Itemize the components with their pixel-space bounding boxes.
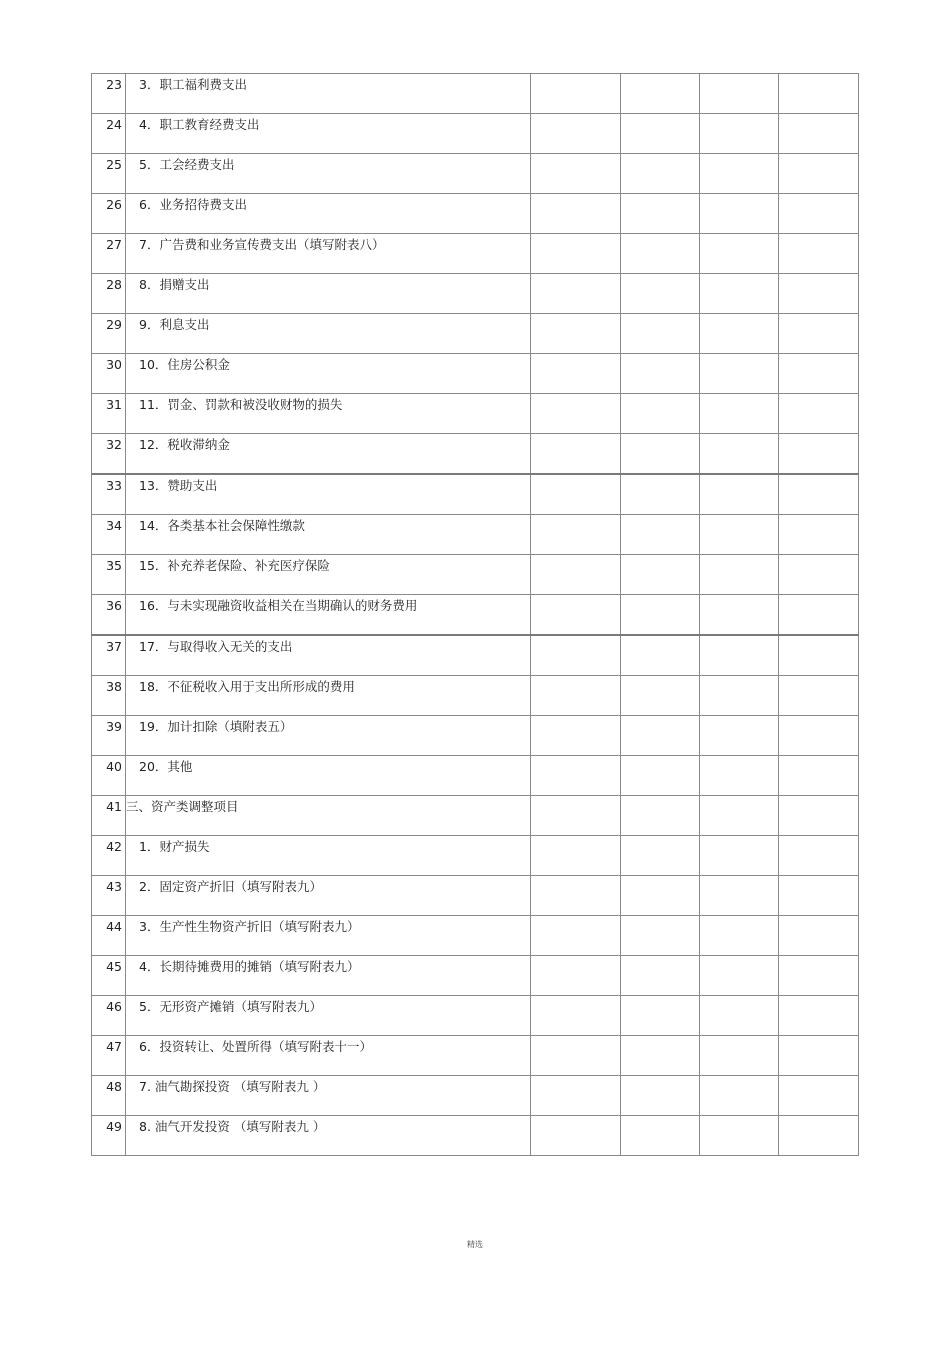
- amount-cell[interactable]: [779, 676, 859, 716]
- amount-cell[interactable]: [700, 796, 779, 836]
- row-number: 45: [92, 956, 126, 996]
- row-label: 10．住房公积金: [126, 354, 531, 394]
- row-number: 33: [92, 474, 126, 515]
- amount-cell[interactable]: [531, 154, 621, 194]
- amount-cell[interactable]: [531, 394, 621, 434]
- row-label: 11．罚金、罚款和被没收财物的损失: [126, 394, 531, 434]
- adjustment-items-table: [91, 73, 859, 1156]
- row-number: 37: [92, 635, 126, 676]
- amount-cell[interactable]: [531, 434, 621, 475]
- row-number: 49: [92, 1116, 126, 1156]
- table-row: [92, 434, 859, 475]
- row-label: 1．财产损失: [126, 836, 531, 876]
- amount-cell[interactable]: [779, 876, 859, 916]
- amount-cell[interactable]: [621, 555, 700, 595]
- amount-cell[interactable]: [700, 956, 779, 996]
- table-row: [92, 635, 859, 676]
- amount-cell[interactable]: [779, 555, 859, 595]
- table-row: [92, 916, 859, 956]
- amount-cell[interactable]: [700, 876, 779, 916]
- row-number: 40: [92, 756, 126, 796]
- amount-cell[interactable]: [779, 716, 859, 756]
- amount-cell[interactable]: [700, 194, 779, 234]
- amount-cell[interactable]: [621, 74, 700, 114]
- table-row: [92, 1076, 859, 1116]
- row-label: 8．捐赠支出: [126, 274, 531, 314]
- amount-cell[interactable]: [700, 555, 779, 595]
- amount-cell[interactable]: [621, 394, 700, 434]
- amount-cell[interactable]: [700, 676, 779, 716]
- row-label: 3．职工福利费支出: [126, 74, 531, 114]
- table-row: [92, 595, 859, 636]
- amount-cell[interactable]: [621, 515, 700, 555]
- amount-cell[interactable]: [779, 194, 859, 234]
- amount-cell[interactable]: [700, 635, 779, 676]
- table-row: [92, 1036, 859, 1076]
- table-row: [92, 1116, 859, 1156]
- table-row: [92, 154, 859, 194]
- amount-cell[interactable]: [531, 354, 621, 394]
- row-number: 36: [92, 595, 126, 636]
- table-row: [92, 74, 859, 114]
- amount-cell[interactable]: [700, 74, 779, 114]
- row-number: 32: [92, 434, 126, 475]
- amount-cell[interactable]: [779, 394, 859, 434]
- amount-cell[interactable]: [531, 635, 621, 676]
- table-row: [92, 756, 859, 796]
- row-label: 19．加计扣除（填附表五）: [126, 716, 531, 756]
- amount-cell[interactable]: [531, 1076, 621, 1116]
- amount-cell[interactable]: [700, 1116, 779, 1156]
- amount-cell[interactable]: [531, 234, 621, 274]
- amount-cell[interactable]: [621, 635, 700, 676]
- amount-cell[interactable]: [621, 1116, 700, 1156]
- amount-cell[interactable]: [621, 1076, 700, 1116]
- row-number: 23: [92, 74, 126, 114]
- amount-cell[interactable]: [779, 635, 859, 676]
- row-label: 8. 油气开发投资 （填写附表九 ）: [126, 1116, 531, 1156]
- amount-cell[interactable]: [700, 314, 779, 354]
- row-number: 43: [92, 876, 126, 916]
- amount-cell[interactable]: [531, 956, 621, 996]
- amount-cell[interactable]: [779, 916, 859, 956]
- table-row: [92, 716, 859, 756]
- amount-cell[interactable]: [621, 234, 700, 274]
- amount-cell[interactable]: [621, 1036, 700, 1076]
- amount-cell[interactable]: [621, 876, 700, 916]
- amount-cell[interactable]: [531, 595, 621, 636]
- row-number: 26: [92, 194, 126, 234]
- amount-cell[interactable]: [779, 836, 859, 876]
- row-label: 3．生产性生物资产折旧（填写附表九）: [126, 916, 531, 956]
- amount-cell[interactable]: [779, 274, 859, 314]
- amount-cell[interactable]: [779, 796, 859, 836]
- row-label: 13．赞助支出: [126, 474, 531, 515]
- amount-cell[interactable]: [621, 956, 700, 996]
- amount-cell[interactable]: [700, 595, 779, 636]
- amount-cell[interactable]: [531, 676, 621, 716]
- row-number: 31: [92, 394, 126, 434]
- row-number: 46: [92, 996, 126, 1036]
- amount-cell[interactable]: [621, 716, 700, 756]
- row-label: 4．职工教育经费支出: [126, 114, 531, 154]
- amount-cell[interactable]: [621, 474, 700, 515]
- row-number: 35: [92, 555, 126, 595]
- amount-cell[interactable]: [779, 114, 859, 154]
- table-row: [92, 836, 859, 876]
- amount-cell[interactable]: [700, 434, 779, 475]
- row-number: 44: [92, 916, 126, 956]
- amount-cell[interactable]: [531, 274, 621, 314]
- row-label: 7．广告费和业务宣传费支出（填写附表八）: [126, 234, 531, 274]
- amount-cell[interactable]: [700, 274, 779, 314]
- amount-cell[interactable]: [700, 1036, 779, 1076]
- row-label: 15．补充养老保险、补充医疗保险: [126, 555, 531, 595]
- amount-cell[interactable]: [779, 354, 859, 394]
- table-row: [92, 314, 859, 354]
- row-number: 30: [92, 354, 126, 394]
- amount-cell[interactable]: [531, 996, 621, 1036]
- amount-cell[interactable]: [531, 314, 621, 354]
- row-label: 2．固定资产折旧（填写附表九）: [126, 876, 531, 916]
- table-row: [92, 676, 859, 716]
- row-label: 4．长期待摊费用的摊销（填写附表九）: [126, 956, 531, 996]
- table-row: [92, 114, 859, 154]
- table-row: [92, 394, 859, 434]
- amount-cell[interactable]: [700, 354, 779, 394]
- amount-cell[interactable]: [779, 1076, 859, 1116]
- amount-cell[interactable]: [531, 555, 621, 595]
- amount-cell[interactable]: [779, 434, 859, 475]
- amount-cell[interactable]: [531, 474, 621, 515]
- table-row: [92, 354, 859, 394]
- amount-cell[interactable]: [779, 756, 859, 796]
- amount-cell[interactable]: [531, 1116, 621, 1156]
- amount-cell[interactable]: [621, 274, 700, 314]
- row-label: 12．税收滞纳金: [126, 434, 531, 475]
- amount-cell[interactable]: [700, 394, 779, 434]
- amount-cell[interactable]: [779, 956, 859, 996]
- footer-text: 精选: [467, 1240, 483, 1249]
- amount-cell[interactable]: [621, 676, 700, 716]
- row-label: 9．利息支出: [126, 314, 531, 354]
- row-number: 39: [92, 716, 126, 756]
- amount-cell[interactable]: [700, 234, 779, 274]
- amount-cell[interactable]: [531, 515, 621, 555]
- amount-cell[interactable]: [531, 194, 621, 234]
- amount-cell[interactable]: [531, 796, 621, 836]
- amount-cell[interactable]: [531, 916, 621, 956]
- table-row: [92, 956, 859, 996]
- table-row: [92, 796, 859, 836]
- amount-cell[interactable]: [531, 1036, 621, 1076]
- row-label: 14．各类基本社会保障性缴款: [126, 515, 531, 555]
- row-number: 27: [92, 234, 126, 274]
- table-row: [92, 234, 859, 274]
- amount-cell[interactable]: [779, 996, 859, 1036]
- row-label: 三、资产类调整项目: [126, 796, 531, 836]
- row-label: 16．与未实现融资收益相关在当期确认的财务费用: [126, 595, 531, 636]
- amount-cell[interactable]: [531, 114, 621, 154]
- table-row: [92, 515, 859, 555]
- table-row: [92, 474, 859, 515]
- amount-cell[interactable]: [700, 996, 779, 1036]
- row-number: 24: [92, 114, 126, 154]
- amount-cell[interactable]: [700, 716, 779, 756]
- amount-cell[interactable]: [700, 114, 779, 154]
- table-row: [92, 555, 859, 595]
- row-number: 34: [92, 515, 126, 555]
- amount-cell[interactable]: [621, 996, 700, 1036]
- amount-cell[interactable]: [779, 1116, 859, 1156]
- amount-cell[interactable]: [700, 836, 779, 876]
- amount-cell[interactable]: [531, 716, 621, 756]
- row-number: 38: [92, 676, 126, 716]
- row-number: 42: [92, 836, 126, 876]
- row-label: 7. 油气勘探投资 （填写附表九 ）: [126, 1076, 531, 1116]
- row-number: 41: [92, 796, 126, 836]
- amount-cell[interactable]: [621, 916, 700, 956]
- table-row: [92, 194, 859, 234]
- row-label: 6．投资转让、处置所得（填写附表十一）: [126, 1036, 531, 1076]
- amount-cell[interactable]: [621, 194, 700, 234]
- row-number: 29: [92, 314, 126, 354]
- amount-cell[interactable]: [700, 474, 779, 515]
- amount-cell[interactable]: [621, 756, 700, 796]
- amount-cell[interactable]: [779, 234, 859, 274]
- table-row: [92, 876, 859, 916]
- amount-cell[interactable]: [779, 595, 859, 636]
- amount-cell[interactable]: [700, 515, 779, 555]
- row-label: 5．工会经费支出: [126, 154, 531, 194]
- amount-cell[interactable]: [621, 314, 700, 354]
- amount-cell[interactable]: [621, 154, 700, 194]
- amount-cell[interactable]: [621, 796, 700, 836]
- amount-cell[interactable]: [779, 515, 859, 555]
- amount-cell[interactable]: [700, 916, 779, 956]
- row-number: 47: [92, 1036, 126, 1076]
- amount-cell[interactable]: [779, 474, 859, 515]
- amount-cell[interactable]: [700, 1076, 779, 1116]
- table-row: [92, 996, 859, 1036]
- amount-cell[interactable]: [779, 74, 859, 114]
- table-body: [92, 74, 859, 1156]
- row-label: 18．不征税收入用于支出所形成的费用: [126, 676, 531, 716]
- amount-cell[interactable]: [621, 595, 700, 636]
- amount-cell[interactable]: [700, 756, 779, 796]
- row-label: 5．无形资产摊销（填写附表九）: [126, 996, 531, 1036]
- amount-cell[interactable]: [531, 876, 621, 916]
- row-number: 25: [92, 154, 126, 194]
- row-label: 6．业务招待费支出: [126, 194, 531, 234]
- row-number: 48: [92, 1076, 126, 1116]
- amount-cell[interactable]: [779, 1036, 859, 1076]
- row-number: 28: [92, 274, 126, 314]
- amount-cell[interactable]: [779, 154, 859, 194]
- amount-cell[interactable]: [621, 354, 700, 394]
- amount-cell[interactable]: [531, 836, 621, 876]
- amount-cell[interactable]: [531, 74, 621, 114]
- amount-cell[interactable]: [779, 314, 859, 354]
- table-row: [92, 274, 859, 314]
- amount-cell[interactable]: [700, 154, 779, 194]
- amount-cell[interactable]: [531, 756, 621, 796]
- amount-cell[interactable]: [621, 836, 700, 876]
- row-label: 20．其他: [126, 756, 531, 796]
- row-label: 17．与取得收入无关的支出: [126, 635, 531, 676]
- amount-cell[interactable]: [621, 434, 700, 475]
- amount-cell[interactable]: [621, 114, 700, 154]
